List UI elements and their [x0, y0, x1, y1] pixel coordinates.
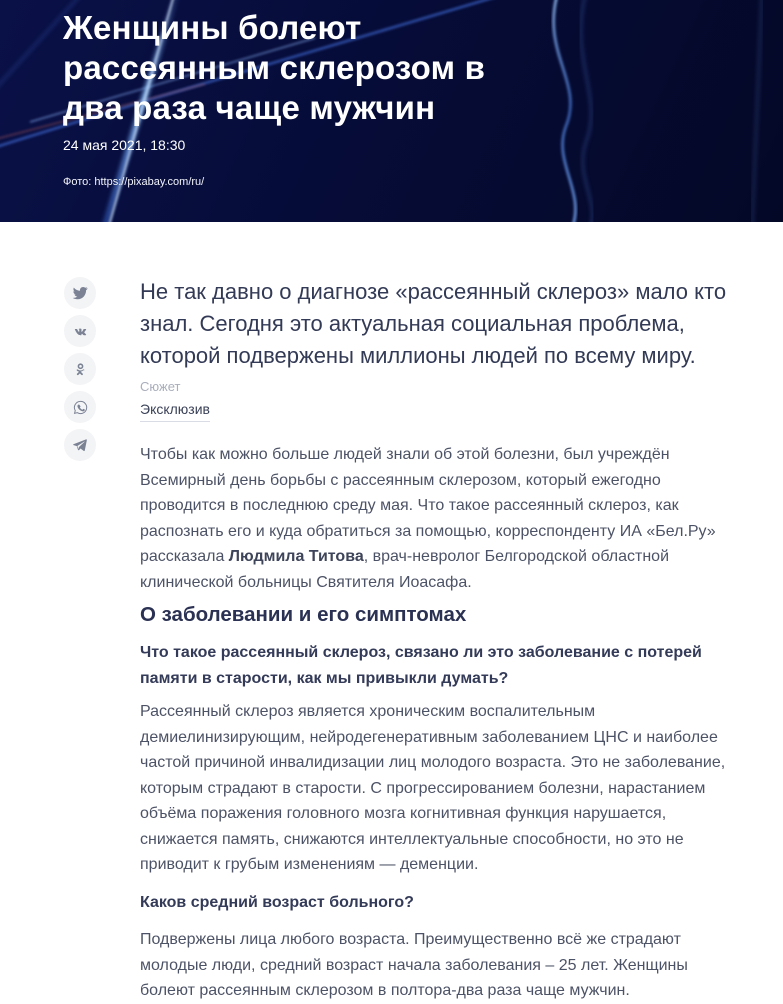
- section-heading: О заболевании и его симптомах: [140, 603, 467, 626]
- story-label: Сюжет: [140, 379, 181, 394]
- answer-2: Подвержены лица любого возраста. Преимущественно всё же страдают молодые люди, средний возраст начала заболевания – 25 лет. Женщины болеют рассеянным склерозом в полтора-два раза чаще мужчин.: [140, 931, 688, 999]
- whatsapp-icon: [72, 399, 89, 416]
- telegram-icon: [72, 437, 88, 453]
- share-button-twitter[interactable]: [64, 277, 96, 309]
- article-page: [0, 222, 783, 1004]
- twitter-icon: [72, 285, 88, 301]
- question-1: Что такое рассеянный склероз, связано ли это заболевание с потерей памяти в старости, как мы привыкли думать?: [140, 644, 702, 687]
- share-button-telegram[interactable]: [64, 429, 96, 461]
- odnoklassniki-icon: [73, 362, 88, 377]
- story-block: [140, 379, 744, 422]
- story-link-exclusive[interactable]: Эксклюзив: [140, 401, 210, 422]
- article-title: Женщины болеют рассеянным склерозом в два раза чаще мужчин: [63, 9, 486, 126]
- paragraph-intro: [140, 442, 744, 595]
- share-button-odnoklassniki[interactable]: [64, 353, 96, 385]
- article-lead: Не так давно о диагнозе «рассеянный склероз» мало кто знал. Сегодня это актуальная социальная проблема, которой подвержены миллионы людей по всему миру.: [140, 279, 727, 368]
- photo-credit: Фото: https://pixabay.com/ru/: [63, 176, 205, 188]
- article-date: 24 мая 2021, 18:30: [63, 137, 186, 153]
- share-button-whatsapp[interactable]: [64, 391, 96, 423]
- answer-1: Рассеянный склероз является хроническим воспалительным демиелинизирующим, нейродегенеративным заболеванием ЦНС и наиболее частой причиной инвалидизации лиц молодого возраста. Это не заболевание, которым страдают в старости. С прогрессированием болезни, нарастанием объёма поражения головного мозга когнитивная функция нарушается, снижается память, снижаются интеллектуальные способности, но это не приводит к грубым изменениям — деменции.: [140, 703, 726, 873]
- intro-text-before: Чтобы как можно больше людей знали об этой болезни, был учреждён Всемирный день борьбы с рассеянным склерозом, который ежегодно проводится в последнюю среду мая. Что такое рассеянный склероз, как распознать его и куда обратиться за помощью, корреспонденту ИА «Бел.Ру» рассказала: [140, 446, 716, 565]
- hero-image: [0, 0, 783, 222]
- question-2: Каков средний возраст больного?: [140, 893, 414, 911]
- article-content: [140, 222, 744, 1004]
- share-button-vk[interactable]: [64, 315, 96, 347]
- author-name: Людмила Титова: [228, 548, 364, 565]
- share-rail: [64, 277, 96, 461]
- intro-text-after: , врач-невролог Белгородской областной клинической больницы Святителя Иоасафа.: [140, 548, 669, 591]
- vk-icon: [72, 323, 89, 340]
